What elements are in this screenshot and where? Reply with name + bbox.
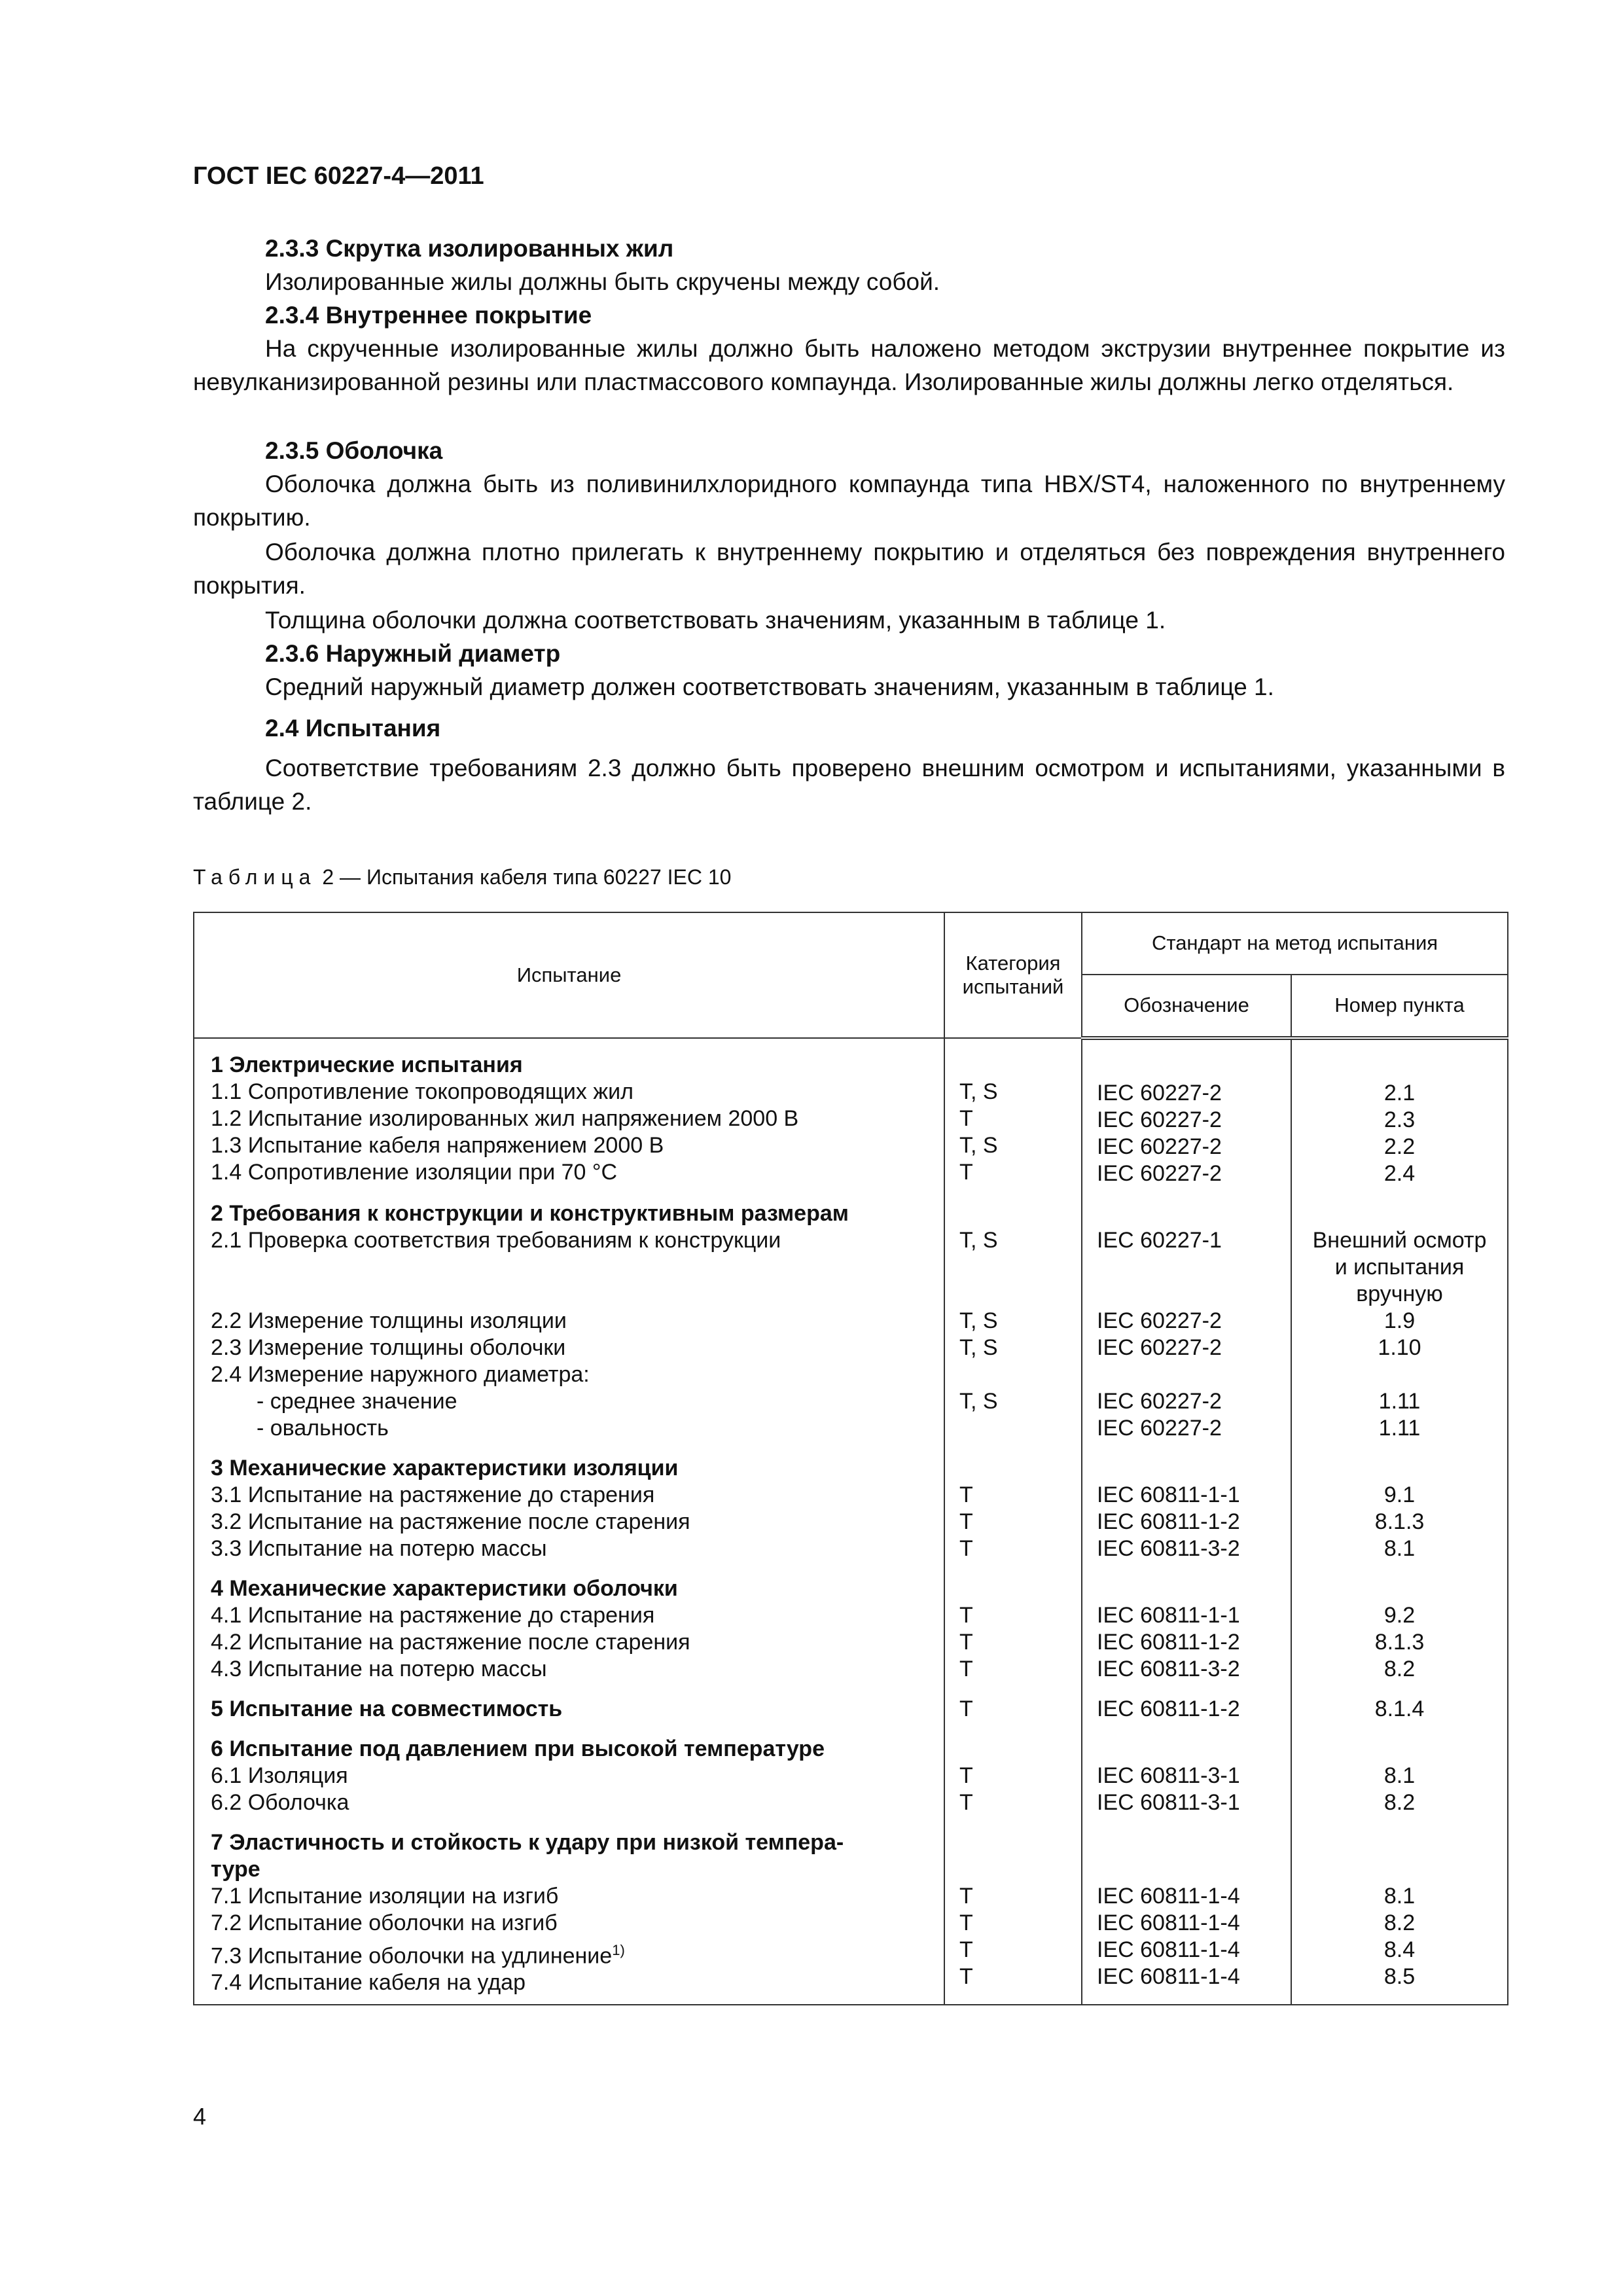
row-category: T — [959, 1884, 973, 1909]
paragraph-2-3-5-b: Оболочка должна плотно прилегать к внутреннему покрытию и отделяться без повреждения внутреннего покрытия. — [193, 539, 1505, 599]
row-category: T — [959, 1630, 973, 1655]
row-clause: Внешний осмотр и испытания вручную — [1312, 1228, 1487, 1306]
heading-2-3-6: 2.3.6 Наружный диаметр — [265, 640, 561, 667]
row-test: 3.1 Испытание на растяжение до старения — [211, 1482, 655, 1507]
row-test: 1.3 Испытание кабеля напряжением 2000 В — [211, 1133, 664, 1158]
row-test: 2.1 Проверка соответствия требованиям к конструкции — [211, 1228, 781, 1253]
table-row — [194, 1038, 1508, 1187]
row-designation: IEC 60227-2 — [1097, 1081, 1222, 1105]
row-test: 4.3 Испытание на потерю массы — [211, 1657, 547, 1681]
page-number: 4 — [193, 2103, 207, 2130]
row-designation: IEC 60811-1-2 — [1097, 1509, 1240, 1534]
row-test: 7.3 Испытание оболочки на удлинение — [211, 1943, 613, 1969]
section-title: 6 Испытание под давлением при высокой температуре — [211, 1736, 825, 1761]
row-designation: IEC 60811-1-2 — [1097, 1696, 1240, 1721]
heading-2-3-5: 2.3.5 Оболочка — [265, 437, 443, 464]
table-row — [194, 1723, 1508, 1816]
row-designation: IEC 60811-3-1 — [1097, 1790, 1240, 1815]
row-test: 2.3 Измерение толщины оболочки — [211, 1335, 566, 1360]
row-test: - овальность — [257, 1416, 389, 1441]
row-designation: IEC 60227-1 — [1097, 1228, 1222, 1253]
row-test: 7.4 Испытание кабеля на удар — [211, 1970, 526, 1996]
header-category: Категория испытаний — [944, 912, 1082, 1038]
row-category: T, S — [959, 1389, 998, 1414]
row-clause: 8.1 — [1383, 1536, 1416, 1561]
row-test: 3.2 Испытание на растяжение после старения — [211, 1509, 690, 1534]
header-clause: Номер пункта — [1291, 975, 1508, 1038]
row-designation: IEC 60811-1-4 — [1097, 1964, 1240, 1989]
row-category: T, S — [959, 1228, 998, 1253]
row-clause: 2.3 — [1383, 1107, 1416, 1132]
row-clause: 8.1.4 — [1374, 1696, 1425, 1721]
row-clause: 8.5 — [1383, 1964, 1416, 1989]
row-test: 7.2 Испытание оболочки на изгиб — [211, 1910, 558, 1935]
table-row — [194, 1187, 1508, 1442]
row-category: T — [959, 1536, 973, 1561]
table-row — [194, 1683, 1508, 1723]
row-category: T — [959, 1696, 973, 1721]
row-clause: 1.9 — [1383, 1308, 1416, 1333]
row-designation: IEC 60811-3-1 — [1097, 1763, 1240, 1788]
row-designation: IEC 60227-2 — [1097, 1134, 1222, 1159]
row-clause: 8.2 — [1383, 1790, 1416, 1815]
row-test: 2.4 Измерение наружного диаметра: — [211, 1362, 590, 1387]
row-designation: IEC 60227-2 — [1097, 1107, 1222, 1132]
row-test: 1.2 Испытание изолированных жил напряжением 2000 В — [211, 1106, 799, 1131]
section-title-continued: туре — [211, 1857, 260, 1882]
row-clause: 2.4 — [1383, 1161, 1416, 1186]
row-clause: 8.1 — [1383, 1884, 1416, 1909]
row-designation: IEC 60811-1-4 — [1097, 1910, 1240, 1935]
row-clause: 2.2 — [1383, 1134, 1416, 1159]
section-title: 1 Электрические испытания — [211, 1052, 523, 1077]
row-category: T, S — [959, 1335, 998, 1360]
paragraph-2-3-5-a: Оболочка должна быть из поливинилхлоридного компаунда типа HBX/ST4, наложенного по внутреннему покрытию. — [193, 471, 1505, 531]
heading-2-4: 2.4 Испытания — [265, 715, 441, 742]
table-caption-text: 2 — Испытания кабеля типа 60227 IEC 10 — [322, 865, 732, 889]
row-designation: IEC 60811-1-1 — [1097, 1603, 1240, 1628]
row-clause: 8.2 — [1383, 1657, 1416, 1681]
row-category: T — [959, 1603, 973, 1628]
row-category: T — [959, 1964, 973, 1989]
row-clause: 8.1.3 — [1374, 1630, 1425, 1655]
row-designation: IEC 60227-2 — [1097, 1416, 1222, 1441]
row-test: 6.2 Оболочка — [211, 1790, 349, 1815]
row-designation: IEC 60227-2 — [1097, 1389, 1222, 1414]
row-clause: 8.4 — [1383, 1937, 1416, 1962]
row-category: T — [959, 1937, 973, 1962]
row-clause: 8.2 — [1383, 1910, 1416, 1935]
section-title: 7 Эластичность и стойкость к удару при низкой темпера- — [211, 1830, 844, 1855]
table-caption-label: Таблица — [193, 865, 317, 889]
row-category: T — [959, 1106, 973, 1131]
header-designation: Обозначение — [1082, 975, 1291, 1038]
row-test: 6.1 Изоляция — [211, 1763, 348, 1788]
paragraph-2-4: Соответствие требованиям 2.3 должно быть проверено внешним осмотром и испытаниями, указанными в таблице 2. — [193, 755, 1505, 815]
paragraph-2-3-3: Изолированные жилы должны быть скручены между собой. — [265, 268, 940, 295]
row-designation: IEC 60227-2 — [1097, 1161, 1222, 1186]
row-clause: 1.10 — [1378, 1335, 1421, 1360]
row-test: 4.1 Испытание на растяжение до старения — [211, 1603, 655, 1628]
section-title: 4 Механические характеристики оболочки — [211, 1576, 678, 1601]
row-clause: 2.1 — [1383, 1081, 1416, 1105]
table-row — [194, 1816, 1508, 2005]
row-category: T, S — [959, 1079, 998, 1104]
row-test: 4.2 Испытание на растяжение после старения — [211, 1630, 690, 1655]
paragraph-2-3-4: На скрученные изолированные жилы должно быть наложено методом экструзии внутреннее покрытие из невулканизированной резины или пластмассового компаунда. Изолированные жилы должны легко отделяться. — [193, 335, 1505, 395]
row-category: T — [959, 1763, 973, 1788]
header-standard: Стандарт на метод испытания — [1082, 912, 1508, 975]
row-category: T — [959, 1790, 973, 1815]
table-row — [194, 1442, 1508, 1562]
row-test: 2.2 Измерение толщины изоляции — [211, 1308, 567, 1333]
row-designation: IEC 60811-3-2 — [1097, 1536, 1240, 1561]
row-clause: 1.11 — [1378, 1416, 1421, 1441]
row-clause: 1.11 — [1378, 1389, 1421, 1414]
header-test: Испытание — [194, 912, 944, 1038]
row-clause: 8.1 — [1383, 1763, 1416, 1788]
heading-2-3-3: 2.3.3 Скрутка изолированных жил — [265, 235, 674, 262]
row-category: T — [959, 1910, 973, 1935]
row-designation: IEC 60811-1-4 — [1097, 1937, 1240, 1962]
section-title: 2 Требования к конструкции и конструктивным размерам — [211, 1201, 849, 1226]
row-designation: IEC 60811-1-4 — [1097, 1884, 1240, 1909]
row-designation: IEC 60811-1-1 — [1097, 1482, 1240, 1507]
row-designation: IEC 60227-2 — [1097, 1308, 1222, 1333]
section-title: 3 Механические характеристики изоляции — [211, 1456, 679, 1480]
table-caption — [193, 865, 731, 889]
tests-table — [193, 912, 1508, 2005]
row-category: T, S — [959, 1133, 998, 1158]
row-clause: 9.2 — [1383, 1603, 1416, 1628]
document-header: ГОСТ IEC 60227-4—2011 — [193, 162, 484, 190]
row-category: T — [959, 1482, 973, 1507]
row-test: - среднее значение — [257, 1389, 457, 1414]
row-category: T, S — [959, 1308, 998, 1333]
heading-2-3-4: 2.3.4 Внутреннее покрытие — [265, 302, 592, 329]
row-category: T — [959, 1509, 973, 1534]
row-clause: 9.1 — [1383, 1482, 1416, 1507]
row-designation: IEC 60811-3-2 — [1097, 1657, 1240, 1681]
row-clause: 8.1.3 — [1374, 1509, 1425, 1534]
row-test: 1.1 Сопротивление токопроводящих жил — [211, 1079, 633, 1104]
paragraph-2-3-6: Средний наружный диаметр должен соответствовать значениям, указанным в таблице 1. — [265, 673, 1274, 700]
row-category: T — [959, 1160, 973, 1185]
row-designation: IEC 60227-2 — [1097, 1335, 1222, 1360]
row-test: 3.3 Испытание на потерю массы — [211, 1536, 547, 1561]
footnote-marker: 1) — [612, 1942, 625, 1958]
row-category: T — [959, 1657, 973, 1681]
row-designation: IEC 60811-1-2 — [1097, 1630, 1240, 1655]
table-row — [194, 1562, 1508, 1683]
row-test: 7.1 Испытание изоляции на изгиб — [211, 1884, 559, 1909]
row-test: 1.4 Сопротивление изоляции при 70 °C — [211, 1160, 618, 1185]
section-title: 5 Испытание на совместимость — [211, 1696, 563, 1721]
paragraph-2-3-5-c: Толщина оболочки должна соответствовать значениям, указанным в таблице 1. — [265, 607, 1166, 634]
